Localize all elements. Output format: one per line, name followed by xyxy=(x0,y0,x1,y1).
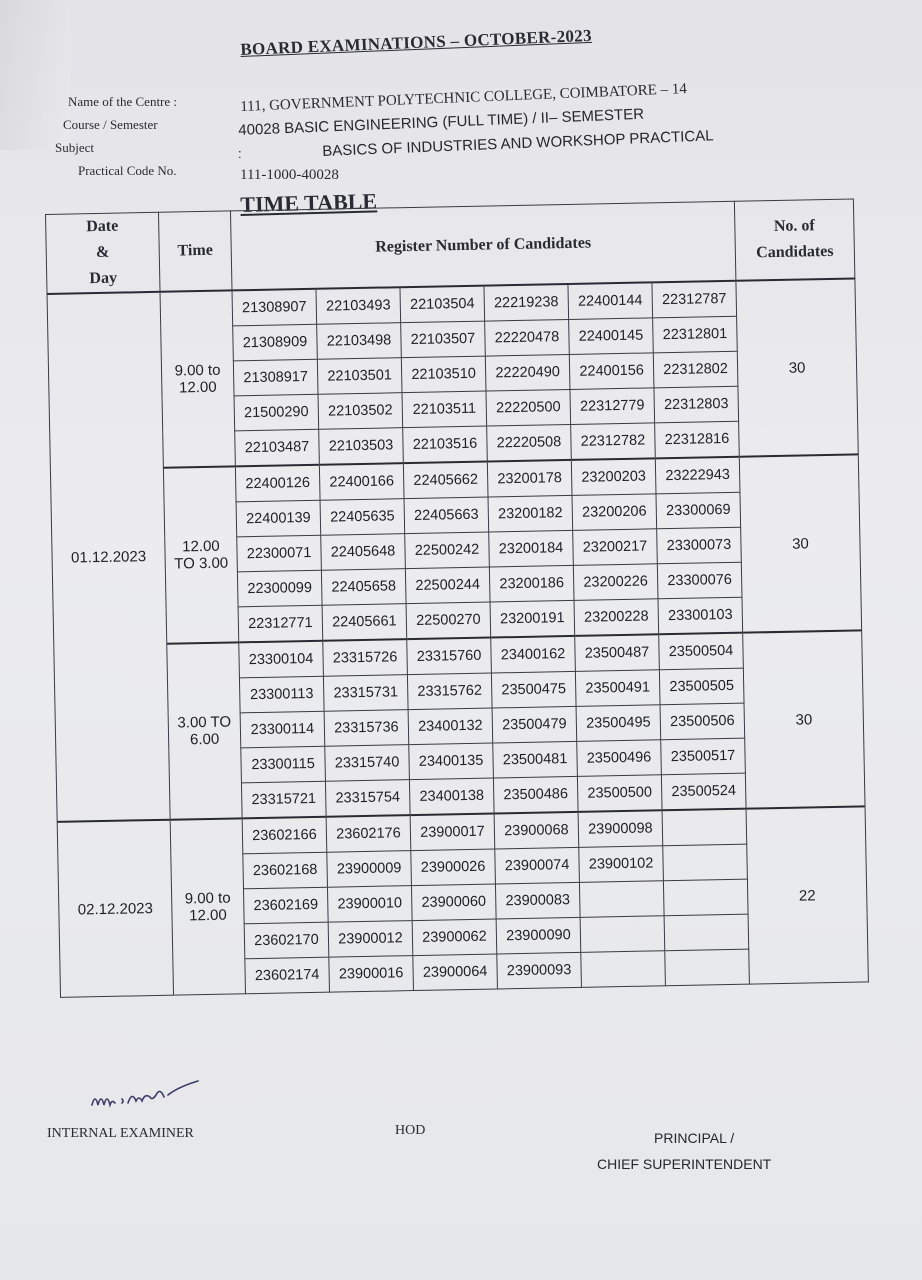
course-label: Course / Semester xyxy=(63,117,158,132)
time-cell-line: TO 3.00 xyxy=(174,554,229,573)
register-number-cell xyxy=(663,879,748,916)
register-number-cell: 23300103 xyxy=(658,597,743,634)
register-number-cell: 23200182 xyxy=(488,495,573,532)
register-number-cell xyxy=(663,844,748,881)
register-number-cell: 23500495 xyxy=(576,705,661,742)
date-header-line: & xyxy=(95,243,110,262)
chief-superintendent-label: CHIEF SUPERINTENDENT xyxy=(597,1156,772,1172)
board-title: BOARD EXAMINATIONS – OCTOBER-2023 xyxy=(240,25,593,59)
register-number-cell: 23900068 xyxy=(494,812,579,849)
subject-colon: : xyxy=(238,146,242,161)
register-number-cell: 22500270 xyxy=(406,602,491,639)
register-number-cell: 22103487 xyxy=(235,429,320,466)
register-number-cell: 22400145 xyxy=(569,318,654,355)
register-number-cell: 23300076 xyxy=(657,562,742,599)
register-number-cell xyxy=(581,951,666,988)
register-number-cell: 22405648 xyxy=(321,534,406,571)
candidate-count-header xyxy=(734,199,855,281)
register-number-cell: 23500481 xyxy=(493,741,578,778)
register-number-cell xyxy=(664,914,749,951)
practical-code-value: 111-1000-40028 xyxy=(240,167,339,183)
register-number-cell: 23500491 xyxy=(575,670,660,707)
date-day-header xyxy=(46,212,161,294)
register-number-cell: 22220508 xyxy=(487,424,572,461)
register-number-cell: 23900009 xyxy=(327,851,412,888)
register-number-cell: 23400138 xyxy=(409,778,494,815)
candidate-count-cell: 22 xyxy=(746,806,868,984)
table-header-row xyxy=(46,199,855,294)
signature-scribble-icon xyxy=(88,1075,218,1115)
register-number-cell: 23315740 xyxy=(325,745,410,782)
register-number-cell: 22103510 xyxy=(401,356,486,393)
register-number-cell: 23900064 xyxy=(413,954,498,991)
register-number-cell: 22220490 xyxy=(485,354,570,391)
time-cell-line: 6.00 xyxy=(189,730,220,749)
register-number-cell: 22400126 xyxy=(235,465,320,502)
register-number-cell: 23602166 xyxy=(242,817,327,854)
register-number-header: Register Number of Candidates xyxy=(230,201,735,290)
register-number-cell: 23315754 xyxy=(325,780,410,817)
time-cell xyxy=(160,290,235,467)
register-number-cell: 22220500 xyxy=(486,389,571,426)
candidate-count-cell: 30 xyxy=(743,630,865,808)
register-number-cell: 23900093 xyxy=(497,952,582,989)
course-value: 40028 BASIC ENGINEERING (FULL TIME) / II– SEMESTER xyxy=(238,105,645,139)
register-number-cell: 23500475 xyxy=(491,671,576,708)
schedule-body xyxy=(47,278,868,997)
register-number-cell: 22300099 xyxy=(237,570,322,607)
register-number-cell: 23300115 xyxy=(241,746,326,783)
register-number-cell: 23200178 xyxy=(487,460,572,497)
time-cell xyxy=(170,818,245,995)
register-number-cell: 22400139 xyxy=(236,500,321,537)
register-number-cell: 23900060 xyxy=(411,884,496,921)
date-cell: 01.12.2023 xyxy=(47,292,170,822)
register-number-cell: 23300069 xyxy=(656,492,741,529)
register-number-cell: 23900026 xyxy=(411,849,496,886)
register-number-cell: 23900090 xyxy=(496,917,581,954)
register-number-cell: 23400132 xyxy=(408,708,493,745)
candidate-count-cell: 30 xyxy=(736,278,858,456)
register-number-cell: 23500496 xyxy=(577,740,662,777)
register-number-cell: 23315762 xyxy=(407,673,492,710)
practical-code-label: Practical Code No. xyxy=(78,163,177,178)
register-number-cell: 21308909 xyxy=(233,324,318,361)
register-number-cell: 22219238 xyxy=(484,284,569,321)
register-number-cell xyxy=(662,809,747,846)
centre-value: 111, GOVERNMENT POLYTECHNIC COLLEGE, COIMBATORE – 14 xyxy=(240,81,688,115)
register-number-cell: 23300104 xyxy=(239,641,324,678)
register-number-cell: 22312787 xyxy=(652,281,737,318)
count-header-line: Candidates xyxy=(756,242,834,262)
register-number-cell: 23900074 xyxy=(495,847,580,884)
register-number-cell: 22103493 xyxy=(316,287,401,324)
register-number-cell: 22312782 xyxy=(571,423,656,460)
register-number-cell: 23602170 xyxy=(244,922,329,959)
register-number-cell: 23200203 xyxy=(571,458,656,495)
register-number-cell: 22312801 xyxy=(653,316,738,353)
register-number-cell: 23900017 xyxy=(410,813,495,850)
register-number-cell: 22103502 xyxy=(318,393,403,430)
register-number-cell: 23200228 xyxy=(574,599,659,636)
register-number-cell: 22405635 xyxy=(320,499,405,536)
register-number-cell: 23315736 xyxy=(324,710,409,747)
register-number-cell: 23200186 xyxy=(489,565,574,602)
schedule-table xyxy=(45,198,869,997)
internal-examiner-label: INTERNAL EXAMINER xyxy=(47,1126,194,1141)
time-table-title: TIME TABLE xyxy=(240,188,378,217)
register-number-cell: 23200226 xyxy=(573,564,658,601)
register-number-cell: 21308907 xyxy=(232,289,317,326)
register-number-cell: 23602168 xyxy=(243,852,328,889)
register-number-cell: 22312802 xyxy=(653,351,738,388)
date-header-line: Day xyxy=(89,269,118,288)
register-number-cell: 23900098 xyxy=(578,810,663,847)
time-cell-line: 9.00 to xyxy=(174,361,221,380)
subject-value: BASICS OF INDUSTRIES AND WORKSHOP PRACTICAL xyxy=(322,127,714,160)
date-cell: 02.12.2023 xyxy=(57,820,173,998)
register-number-cell: 22103498 xyxy=(317,323,402,360)
register-number-cell: 22405661 xyxy=(322,604,407,641)
register-number-cell: 22400144 xyxy=(568,282,653,319)
register-number-cell xyxy=(665,949,750,986)
time-cell-line: 12.00 xyxy=(189,906,227,925)
register-number-cell: 23900062 xyxy=(412,919,497,956)
time-cell-line: 12.00 xyxy=(178,378,217,397)
register-number-cell: 23300073 xyxy=(657,527,742,564)
time-cell xyxy=(163,466,238,643)
register-number-cell: 22500244 xyxy=(405,567,490,604)
register-number-cell: 22312779 xyxy=(570,388,655,425)
register-number-cell: 23900010 xyxy=(327,886,412,923)
time-cell xyxy=(167,642,242,819)
register-number-cell: 22405658 xyxy=(321,569,406,606)
register-number-cell: 23300114 xyxy=(240,711,325,748)
register-number-cell: 23315721 xyxy=(241,781,326,818)
register-number-cell: 23500505 xyxy=(659,668,744,705)
register-number-cell: 23500506 xyxy=(660,703,745,740)
register-number-cell: 23200184 xyxy=(489,530,574,567)
register-number-cell: 22500242 xyxy=(405,532,490,569)
subject-label: Subject xyxy=(55,140,94,155)
register-number-cell: 23602176 xyxy=(326,815,411,852)
register-number-cell: 23315760 xyxy=(407,638,492,675)
register-number-cell: 23602169 xyxy=(243,887,328,924)
register-number-cell: 23315726 xyxy=(323,639,408,676)
time-cell-line: 12.00 xyxy=(181,537,220,556)
register-number-cell: 23500486 xyxy=(493,776,578,813)
register-number-cell xyxy=(580,916,665,953)
date-header-line: Date xyxy=(86,217,119,236)
register-number-cell: 23500500 xyxy=(577,775,662,812)
register-number-cell: 22300071 xyxy=(237,535,322,572)
register-number-cell: 23900012 xyxy=(328,921,413,958)
time-header: Time xyxy=(158,211,232,292)
hod-label: HOD xyxy=(395,1123,426,1138)
register-number-cell: 22312771 xyxy=(238,605,323,642)
register-number-cell: 22312816 xyxy=(655,421,740,458)
register-number-cell: 22405663 xyxy=(404,497,489,534)
register-number-cell: 23400162 xyxy=(491,636,576,673)
register-number-cell: 23500517 xyxy=(661,738,746,775)
register-number-cell: 22400166 xyxy=(319,463,404,500)
register-number-cell: 23200191 xyxy=(490,600,575,637)
document-header xyxy=(0,0,922,230)
register-number-cell: 23500479 xyxy=(492,706,577,743)
register-number-cell: 23900083 xyxy=(495,882,580,919)
register-number-cell: 23315731 xyxy=(323,675,408,712)
centre-label: Name of the Centre : xyxy=(68,94,178,109)
register-number-cell: 22220478 xyxy=(485,319,570,356)
principal-label: PRINCIPAL / xyxy=(654,1130,735,1146)
count-header-line: No. of xyxy=(773,217,815,236)
register-number-cell: 22103507 xyxy=(401,321,486,358)
time-cell-line: 3.00 TO xyxy=(177,713,232,732)
register-number-cell: 22103501 xyxy=(317,358,402,395)
time-table xyxy=(45,198,870,1025)
register-number-cell: 22103516 xyxy=(403,426,488,463)
register-number-cell: 22405662 xyxy=(403,462,488,499)
examiner-signature xyxy=(88,1075,218,1120)
time-cell-line: 9.00 to xyxy=(184,889,231,908)
register-number-cell: 23500524 xyxy=(661,773,746,810)
register-number-cell: 23200206 xyxy=(572,494,657,531)
register-number-cell: 22312803 xyxy=(654,386,739,423)
register-number-cell xyxy=(579,881,664,918)
register-number-cell: 23900102 xyxy=(579,846,664,883)
register-number-cell: 22103511 xyxy=(402,391,487,428)
register-number-cell: 21308917 xyxy=(233,359,318,396)
register-number-cell: 22400156 xyxy=(569,353,654,390)
register-number-cell: 23400135 xyxy=(409,743,494,780)
register-number-cell: 23222943 xyxy=(655,457,740,494)
register-number-cell: 22103504 xyxy=(400,286,485,323)
register-number-cell: 23602174 xyxy=(245,957,330,994)
register-number-cell: 23500487 xyxy=(575,634,660,671)
register-number-cell: 23300113 xyxy=(239,676,324,713)
register-number-cell: 22103503 xyxy=(319,428,404,465)
register-number-cell: 23200217 xyxy=(573,529,658,566)
register-number-cell: 23500504 xyxy=(659,633,744,670)
candidate-count-cell: 30 xyxy=(739,454,861,632)
register-number-cell: 23900016 xyxy=(329,956,414,993)
register-number-cell: 21500290 xyxy=(234,394,319,431)
